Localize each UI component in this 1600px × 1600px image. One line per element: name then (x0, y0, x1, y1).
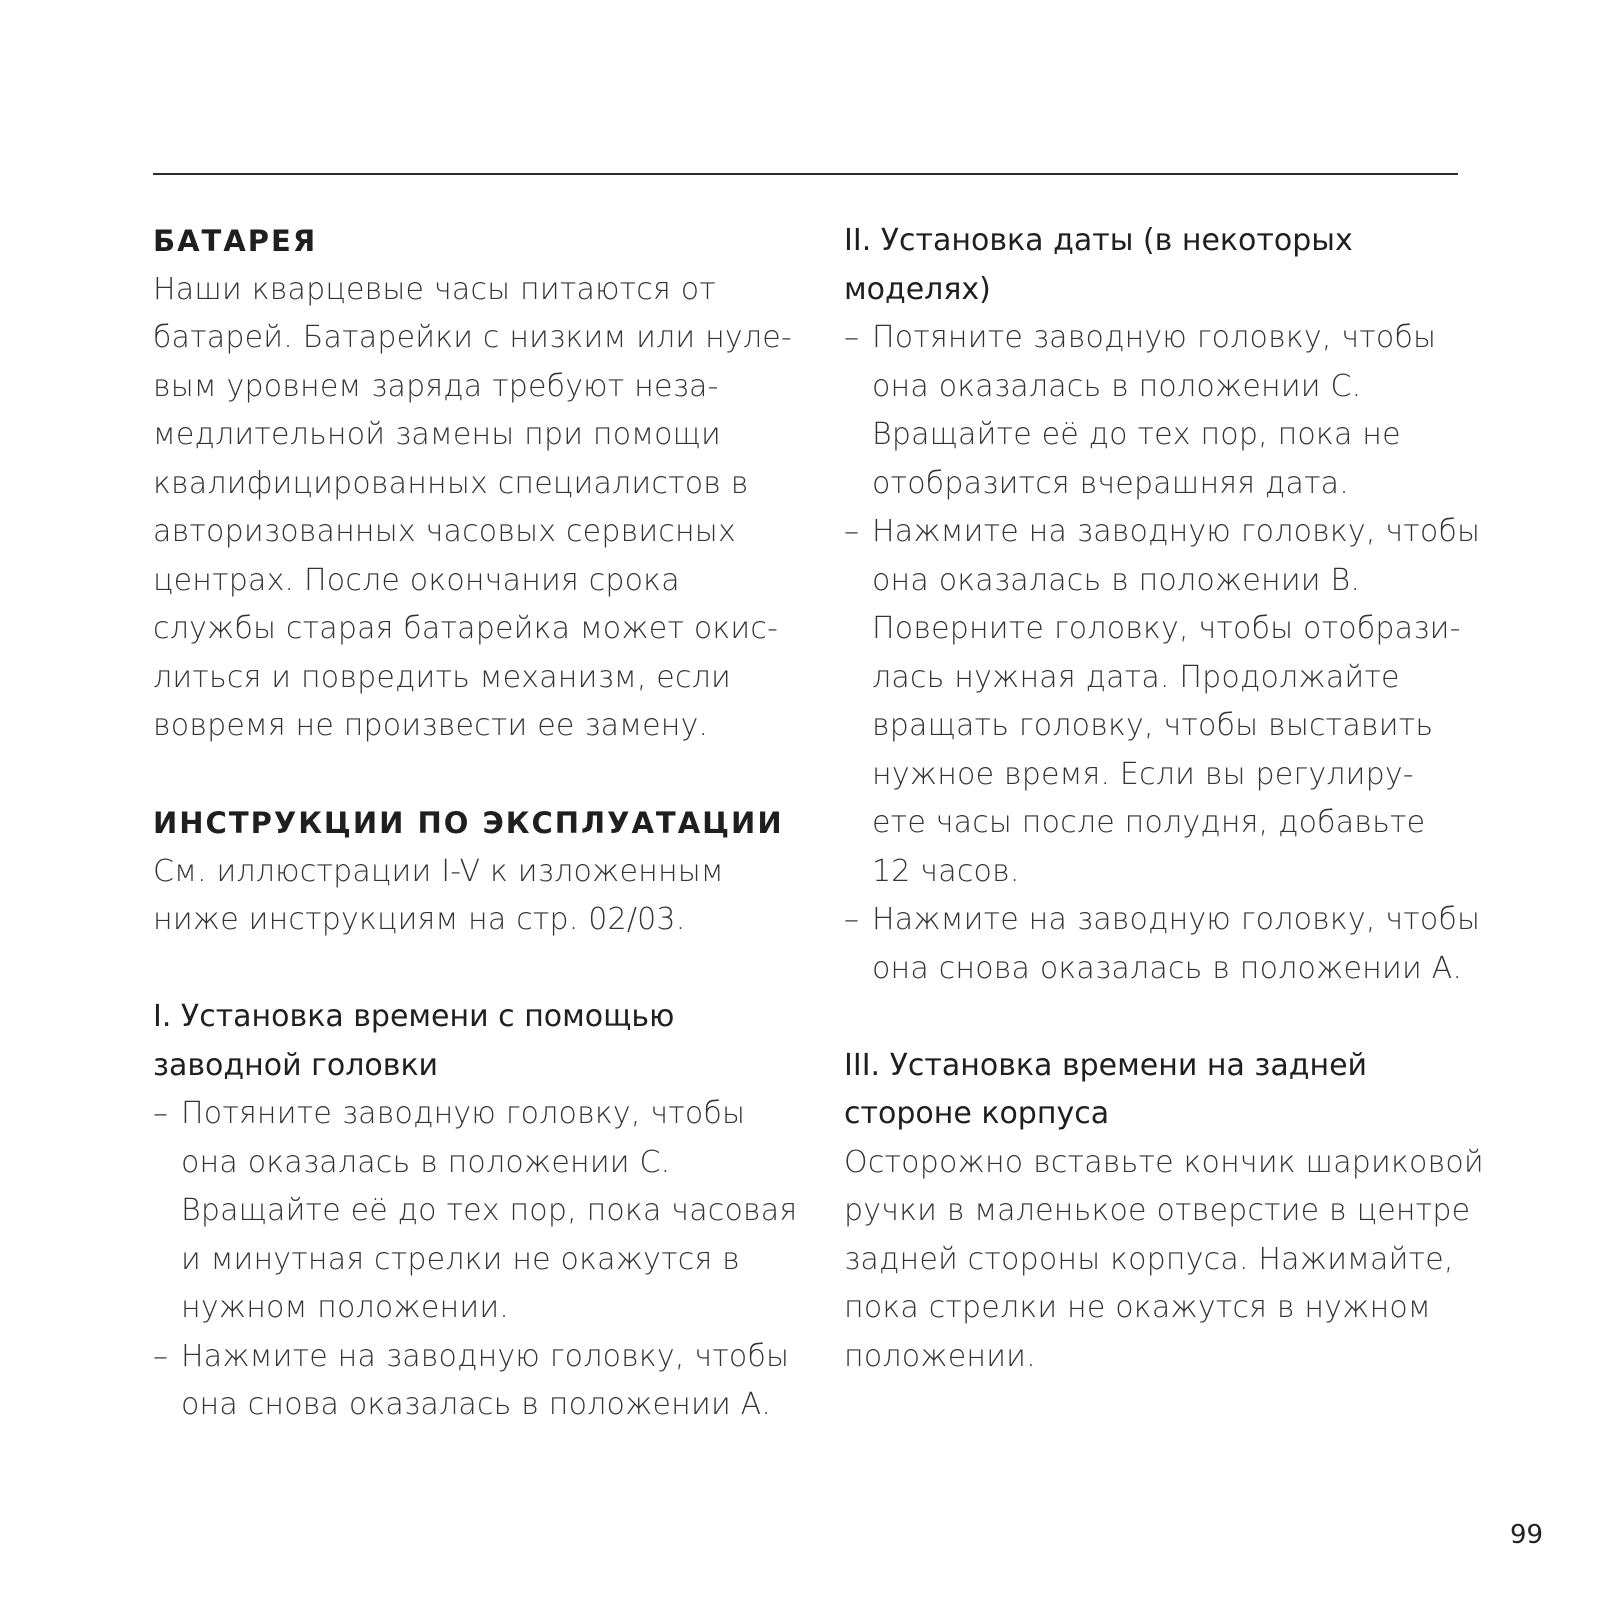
section-title-line: I. Установка времени с помощью (153, 999, 675, 1034)
text-line: службы старая батарейка может окис- (153, 611, 779, 646)
text-line: батарей. Батарейки с низким или нуле- (153, 320, 792, 355)
text-line: литься и повредить механизм, если (153, 659, 731, 695)
text-line: ручки в маленькое отверстие в центре (844, 1193, 1471, 1228)
section-title-line: стороне корпуса (844, 1096, 1110, 1131)
text-line: квалифицированных специалистов в (153, 465, 749, 501)
battery-heading: БАТАРЕЯ (153, 224, 318, 258)
spacer (153, 751, 793, 800)
text-line: она снова оказалась в положении А. (181, 1387, 772, 1422)
text-line: вовремя не произвести ее замену. (153, 708, 709, 743)
text-line: она оказалась в положении С. (181, 1144, 671, 1180)
text-line: отобразится вчерашняя дата. (872, 465, 1350, 501)
text-line: Нажмите на заводную головку, чтобы (872, 902, 1481, 937)
section-title-line: заводной головки (153, 1047, 439, 1083)
text-line: Вращайте её до тех пор, пока часовая (181, 1193, 798, 1228)
dash-bullet: – (844, 514, 859, 549)
text-line: положении. (844, 1338, 1036, 1374)
section3-paragraph (844, 1139, 1484, 1382)
text-line: вращать головку, чтобы выставить (872, 708, 1434, 743)
right-column (844, 217, 1484, 1381)
text-line: Нажмите на заводную головку, чтобы (872, 514, 1481, 549)
page-number: 99 (1510, 1520, 1544, 1550)
text-line: Потяните заводную головку, чтобы (872, 320, 1437, 355)
instructions-paragraph (153, 848, 793, 945)
list-item (153, 1090, 798, 1333)
text-line: она оказалась в положении С. (872, 368, 1362, 404)
top-rule (153, 173, 1458, 175)
left-column (153, 217, 798, 1430)
list-item (844, 508, 1481, 896)
list-item (844, 314, 1464, 508)
text-line: Осторожно вставьте кончик шариковой (844, 1144, 1484, 1180)
text-line: Потяните заводную головку, чтобы (181, 1096, 746, 1131)
text-line: она снова оказалась в положении А. (872, 950, 1463, 986)
text-line: центрах. После окончания срока (153, 562, 680, 598)
spacer (844, 993, 1464, 1042)
text-line: ниже инструкциям на стр. 02/03. (153, 902, 686, 937)
text-line: 12 часов. (872, 853, 1020, 889)
spacer (153, 945, 793, 994)
instructions-heading: ИНСТРУКЦИИ ПО ЭКСПЛУАТАЦИИ (153, 806, 784, 840)
text-line: лась нужная дата. Продолжайте (872, 659, 1400, 695)
text-line: Поверните головку, чтобы отобрази- (872, 611, 1461, 646)
dash-bullet: – (153, 1338, 168, 1374)
text-line: См. иллюстрации I-V к изложенным (153, 853, 724, 889)
section-title-line: моделях) (844, 271, 991, 307)
dash-bullet: – (844, 320, 859, 355)
text-line: Нажмите на заводную головку, чтобы (181, 1338, 790, 1374)
text-line: авторизованных часовых сервисных (153, 514, 736, 549)
battery-paragraph (153, 266, 793, 751)
text-line: Наши кварцевые часы питаются от (153, 271, 716, 307)
section-title-line: II. Установка даты (в некоторых (844, 223, 1353, 258)
text-line: нужное время. Если вы регулиру- (872, 756, 1414, 792)
text-line: ете часы после полудня, добавьте (872, 805, 1426, 840)
section2-title (844, 217, 1464, 314)
text-line: нужном положении. (181, 1290, 510, 1325)
section3-title (844, 1042, 1464, 1139)
text-line: Вращайте её до тех пор, пока не (872, 417, 1401, 452)
dash-bullet: – (153, 1096, 168, 1131)
section-title-line: III. Установка времени на задней (844, 1047, 1368, 1083)
dash-bullet: – (844, 902, 859, 937)
text-line: медлительной замены при помощи (153, 417, 721, 452)
list-item (844, 896, 1481, 993)
text-line: пока стрелки не окажутся в нужном (844, 1290, 1431, 1325)
list-item (153, 1333, 793, 1430)
text-line: вым уровнем заряда требуют неза- (153, 368, 719, 404)
text-line: она оказалась в положении В. (872, 562, 1361, 598)
text-line: и минутная стрелки не окажутся в (181, 1241, 740, 1277)
section1-title (153, 993, 793, 1090)
text-line: задней стороны корпуса. Нажимайте, (844, 1241, 1454, 1277)
